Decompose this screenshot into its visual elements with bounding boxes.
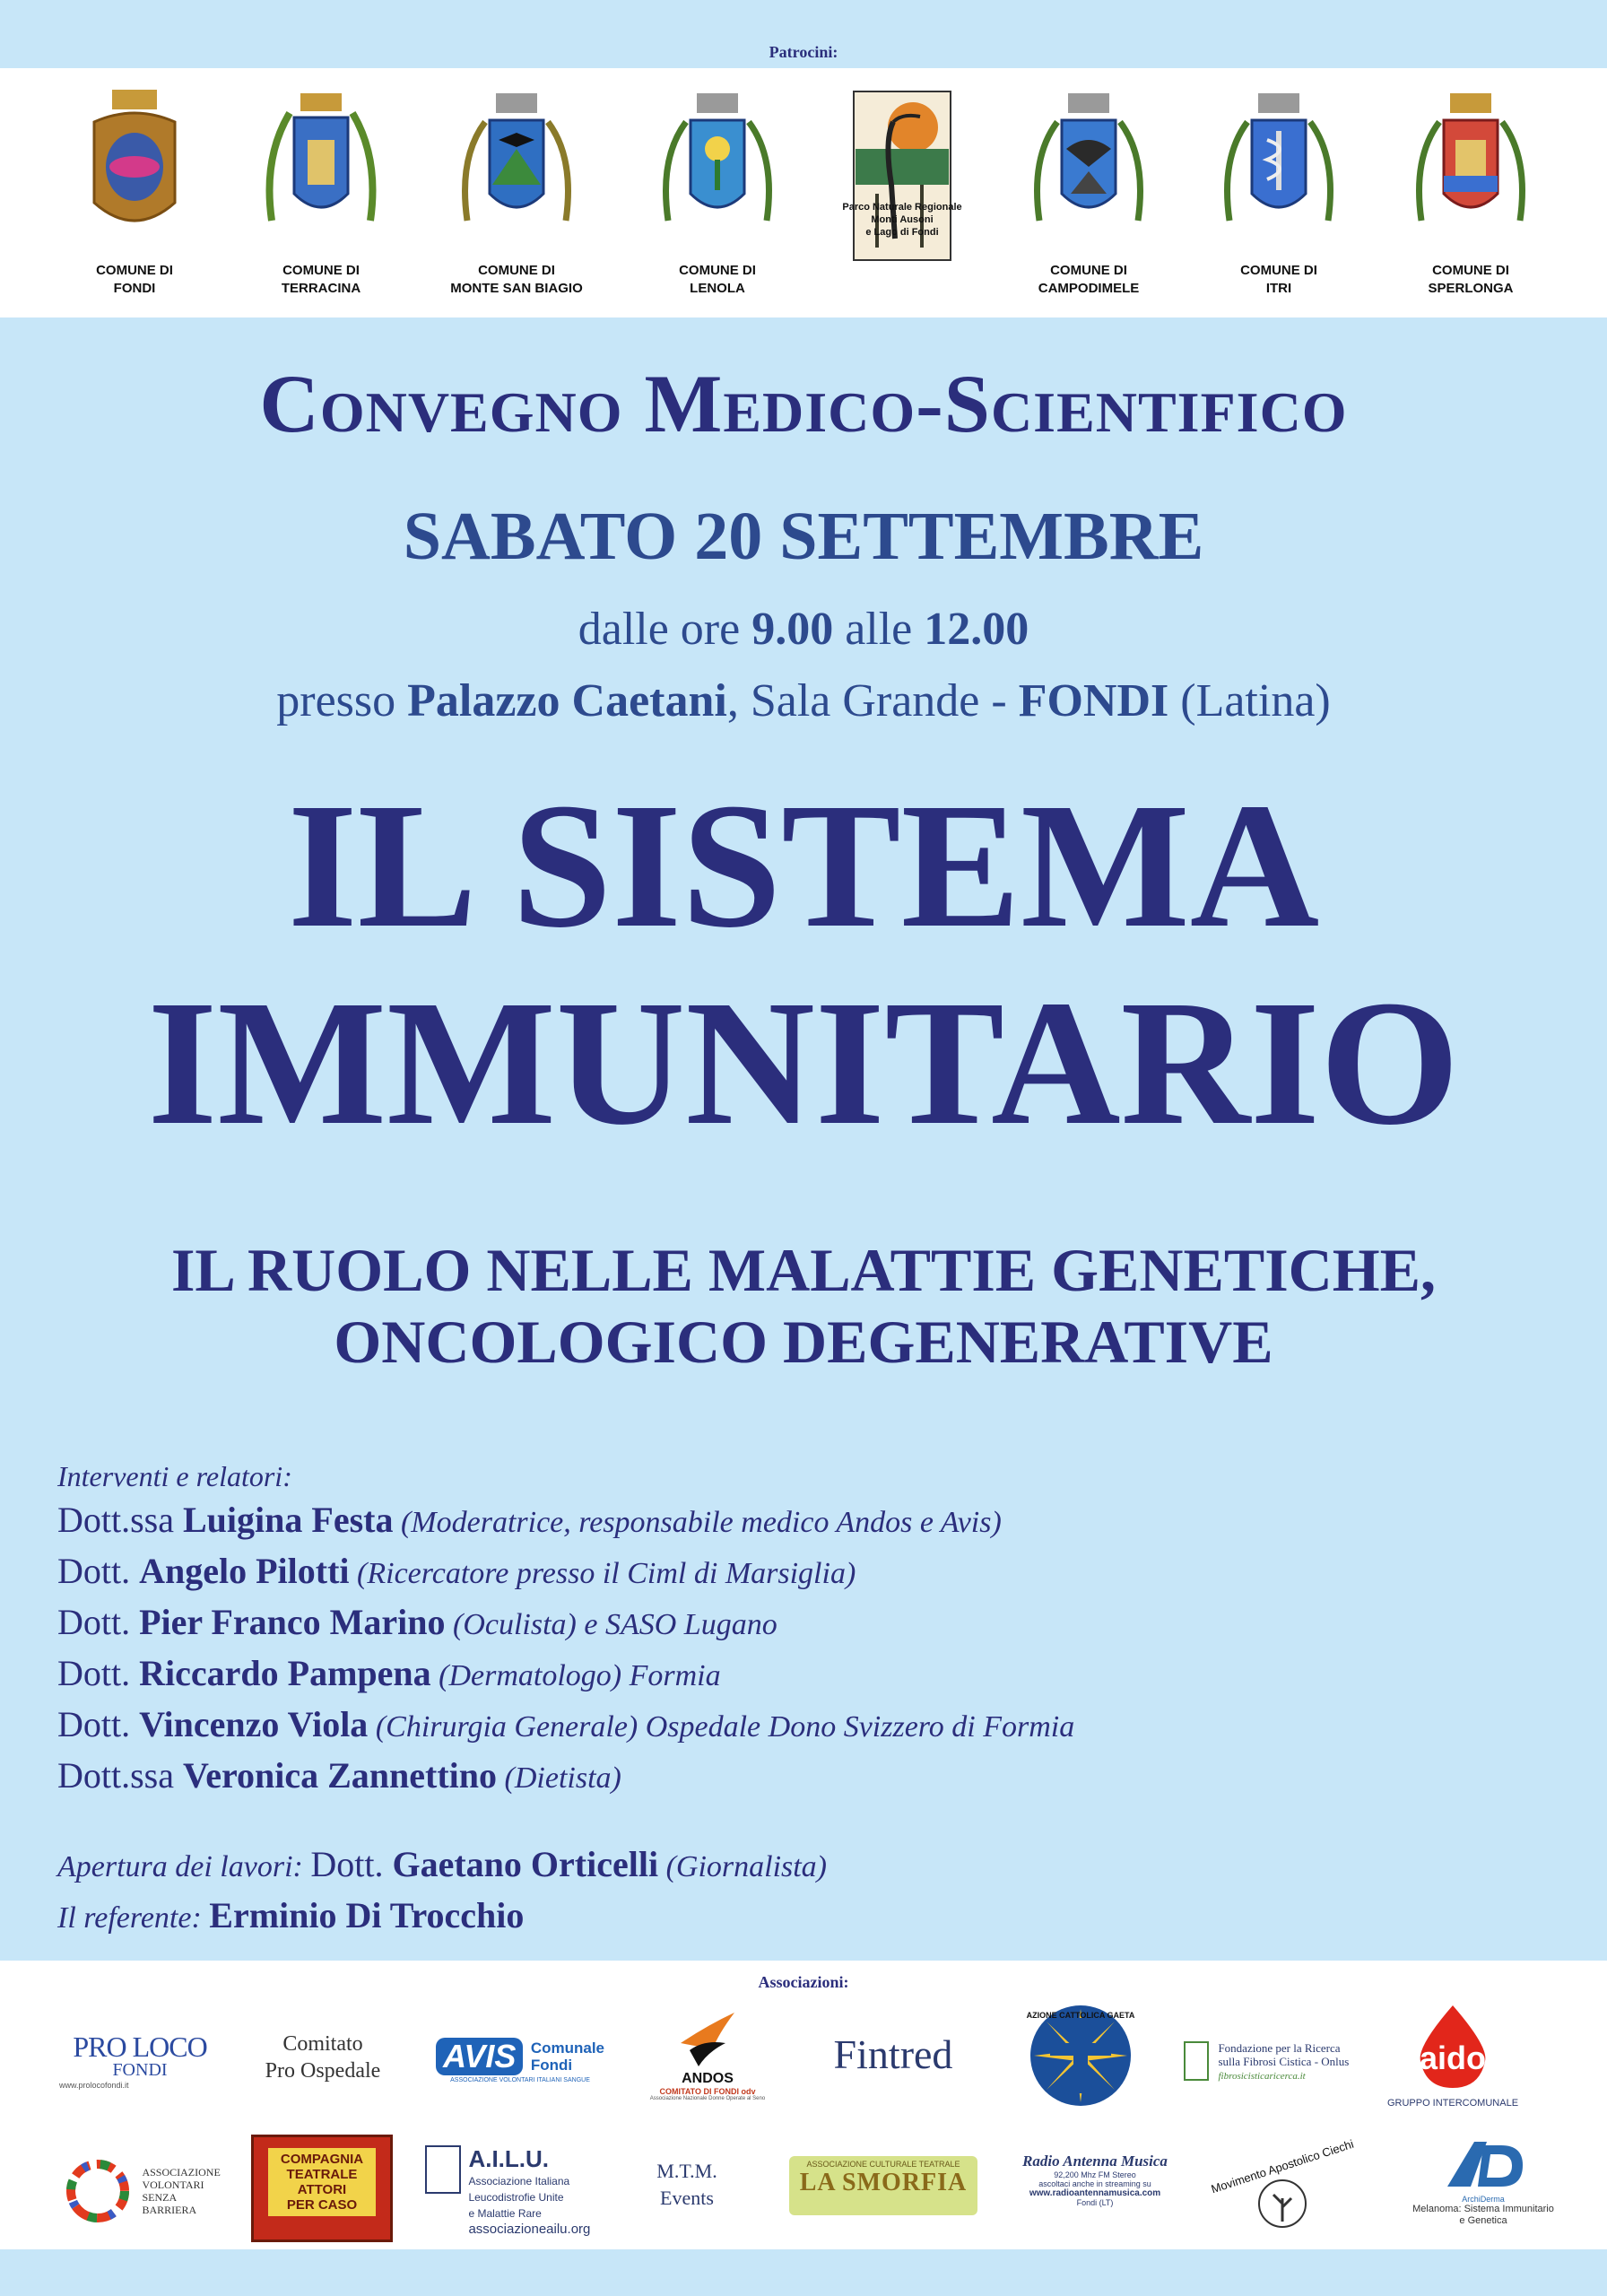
proloco-city: FONDI — [112, 2060, 168, 2080]
crest-campodimele — [1008, 86, 1169, 298]
closing-section — [57, 1840, 1582, 1943]
speaker-title: Dott. — [57, 1602, 140, 1642]
speaker-note: (Ricercatore presso il Ciml di Marsiglia) — [349, 1557, 856, 1590]
ailu-logo — [425, 2145, 595, 2238]
sperlonga-crest-icon — [1403, 86, 1538, 257]
crest-lenola — [637, 86, 798, 298]
proloco-url: www.prolocofondi.it — [59, 2081, 129, 2090]
park-caption: Parco Naturale Regionale Monti Ausoni e Lago di Fondi — [842, 202, 962, 238]
andos-name: ANDOS — [682, 2071, 734, 2086]
headline-line-1: IL SISTEMA — [287, 767, 1320, 965]
movimento-text: Movimento Apostolico Ciechi — [1209, 2136, 1356, 2196]
archiderma-desc: Melanoma: Sistema Immunitario e Genetica — [1412, 2204, 1554, 2226]
patrocini-logos — [0, 68, 1607, 317]
avis-name: AVIS — [436, 2038, 523, 2075]
time-end: 12.00 — [924, 604, 1029, 655]
speaker-note: (Moderatrice, responsabile medico Andos e Avis) — [393, 1506, 1002, 1539]
smorfia-logo — [789, 2156, 977, 2215]
fondazione-logo — [1184, 2041, 1363, 2083]
ailu-url: associazioneailu.org — [468, 2222, 591, 2237]
heron-park-logo-icon — [848, 86, 956, 265]
radio-url: www.radioantennamusica.com — [1029, 2188, 1161, 2198]
event-place — [0, 674, 1607, 728]
proloco-logo — [59, 2031, 221, 2090]
opening-title: Dott. — [310, 1844, 393, 1884]
patrocini-label: Patrocini: — [769, 43, 838, 61]
ailu-desc: Associazione Italiana Leucodistrofie Unite e Malattie Rare — [468, 2175, 570, 2220]
radio-logo — [1010, 2152, 1180, 2207]
speaker-row — [57, 1496, 1582, 1547]
aido-sub: GRUPPO INTERCOMUNALE — [1386, 2098, 1519, 2109]
andos-sub: COMITATO DI FONDI odv — [659, 2087, 756, 2096]
compagnia-logo — [251, 2135, 393, 2242]
top-band — [0, 0, 1607, 68]
azione-cattolica-logo — [1022, 2002, 1139, 2114]
archiderma-logo — [1403, 2136, 1564, 2227]
lenola-crest-icon — [650, 86, 785, 257]
swallow-icon — [672, 2007, 743, 2072]
place-venue: Palazzo Caetani — [407, 675, 727, 726]
speaker-title: Dott. — [57, 1653, 140, 1693]
ad-monogram-icon — [1438, 2136, 1528, 2190]
time-prefix: dalle ore — [578, 604, 752, 655]
crest-caption: COMUNE DI CAMPODIMELE — [1038, 263, 1140, 296]
speaker-row — [57, 1547, 1582, 1598]
mtm-logo: M.T.M. Events — [656, 2160, 717, 2209]
crest-itri — [1198, 86, 1359, 298]
andos-logo — [649, 2007, 766, 2101]
headline — [0, 768, 1607, 1162]
place-city: FONDI — [1018, 675, 1169, 726]
avsb-logo — [57, 2151, 237, 2231]
crest-fondi — [54, 86, 215, 298]
crest-caption: COMUNE DI LENOLA — [679, 263, 756, 296]
fondazione-line1: Fondazione per la Ricerca — [1218, 2041, 1341, 2055]
speaker-name: Angelo Pilotti — [139, 1551, 350, 1591]
speakers-section — [57, 1457, 1582, 1803]
crest-monte-san-biagio — [436, 86, 597, 298]
crest-caption: COMUNE DI SPERLONGA — [1428, 263, 1514, 296]
speaker-name: Luigina Festa — [183, 1500, 394, 1540]
speaker-name: Veronica Zannettino — [183, 1755, 498, 1796]
event-time — [0, 603, 1607, 657]
speaker-note: (Dermatologo) Formia — [430, 1659, 721, 1692]
proloco-name: PRO LOCO — [73, 2031, 207, 2063]
speaker-note: (Chirurgia Generale) Ospedale Dono Svizzero di Formia — [368, 1710, 1075, 1744]
event-title: Convegno Medico-Scientifico — [259, 358, 1348, 449]
ailu-emblem-icon — [425, 2145, 461, 2194]
subtitle-line-1: IL RUOLO NELLE MALATTIE GENETICHE, — [170, 1236, 1437, 1304]
archiderma-name: ArchiDerma — [1462, 2195, 1505, 2204]
crest-caption: COMUNE DI ITRI — [1240, 263, 1317, 296]
aido-name: aido — [1419, 2039, 1486, 2076]
speaker-name: Vincenzo Viola — [139, 1704, 369, 1744]
speaker-title: Dott.ssa — [57, 1500, 183, 1540]
radio-name: Radio Antenna Musica — [1022, 2152, 1168, 2170]
speaker-note: (Dietista) — [497, 1761, 621, 1795]
comitato-logo: Comitato Pro Ospedale — [265, 2032, 381, 2083]
speaker-name: Pier Franco Marino — [139, 1602, 446, 1642]
associazioni-band — [0, 1961, 1607, 2249]
ailu-name: A.I.L.U. — [468, 2145, 550, 2172]
place-prefix: presso — [276, 675, 408, 726]
speaker-title: Dott. — [57, 1551, 140, 1591]
opening-note: (Giornalista) — [658, 1850, 828, 1883]
speaker-title: Dott.ssa — [57, 1755, 183, 1796]
fondazione-url: fibrosicisticaricerca.it — [1218, 2071, 1306, 2082]
speaker-row — [57, 1649, 1582, 1700]
avis-logo — [421, 2038, 619, 2083]
ffc-emblem-icon — [1184, 2041, 1209, 2081]
speaker-row — [57, 1700, 1582, 1752]
movimento-logo — [1202, 2136, 1363, 2235]
time-mid: alle — [833, 604, 925, 655]
crest-sperlonga — [1390, 86, 1551, 298]
radio-freq: 92,200 Mhz FM Stereo — [1054, 2170, 1136, 2179]
crest-caption: COMUNE DI MONTE SAN BIAGIO — [450, 263, 583, 296]
subtitle-line-2: ONCOLOGICO DEGENERATIVE — [334, 1308, 1273, 1376]
campodimele-crest-icon — [1021, 86, 1156, 257]
bottom-band — [0, 2249, 1607, 2296]
azione-cattolica-text: AZIONE CATTOLICA GAETA — [1026, 2011, 1135, 2020]
associazioni-label: Associazioni: — [758, 1973, 849, 1991]
headline-line-2: IMMUNITARIO — [147, 964, 1460, 1162]
time-start: 9.00 — [751, 604, 834, 655]
tree-icon — [1255, 2177, 1309, 2231]
smorfia-small: ASSOCIAZIONE CULTURALE TEATRALE — [806, 2160, 960, 2169]
opening-label: Apertura dei lavori: — [57, 1850, 311, 1883]
itri-crest-icon — [1212, 86, 1346, 257]
avsb-text: ASSOCIAZIONE VOLONTARI SENZA BARRIERA — [142, 2166, 221, 2216]
referent-label: Il referente: — [57, 1901, 210, 1935]
place-room: , Sala Grande - — [726, 675, 1019, 726]
park-logo — [821, 86, 983, 239]
fintred-logo: Fintred — [833, 2031, 953, 2077]
speaker-title: Dott. — [57, 1704, 140, 1744]
andos-tag: Associazione Nazionale Donne Operate al Seno — [649, 2096, 766, 2101]
speaker-row — [57, 1752, 1582, 1803]
crest-caption: COMUNE DI FONDI — [96, 263, 173, 296]
terracina-crest-icon — [254, 86, 388, 257]
referent-row — [57, 1892, 1582, 1943]
smorfia-name: LA SMORFIA — [799, 2169, 968, 2196]
fondazione-line2: sulla Fibrosi Cistica - Onlus — [1218, 2055, 1350, 2068]
volunteer-circle-icon — [57, 2151, 138, 2231]
radio-line: ascoltaci anche in streaming su — [1038, 2179, 1151, 2188]
fondi-crest-icon — [67, 86, 202, 257]
speaker-row — [57, 1598, 1582, 1649]
aido-logo — [1363, 2002, 1542, 2109]
compagnia-text: COMPAGNIA TEATRALE ATTORI PER CASO — [268, 2148, 376, 2216]
monte-san-biagio-crest-icon — [449, 86, 584, 257]
subtitle — [0, 1234, 1607, 1378]
opening-row — [57, 1840, 1582, 1892]
speaker-name: Riccardo Pampena — [139, 1653, 431, 1693]
avis-sub1: Comunale — [530, 2039, 604, 2057]
avis-sub2: Fondi — [530, 2057, 573, 2074]
radio-city: Fondi (LT) — [1076, 2198, 1114, 2207]
event-date: SABATO 20 SETTEMBRE — [403, 499, 1204, 574]
avis-tag: ASSOCIAZIONE VOLONTARI ITALIANI SANGUE — [450, 2077, 590, 2083]
opening-name: Gaetano Orticelli — [392, 1844, 659, 1884]
speakers-intro: Interventi e relatori: — [57, 1460, 292, 1492]
crest-caption: COMUNE DI TERRACINA — [281, 263, 361, 296]
place-region: (Latina) — [1168, 675, 1331, 726]
crest-terracina — [240, 86, 402, 298]
speaker-note: (Oculista) e SASO Lugano — [445, 1608, 777, 1641]
referent-name: Erminio Di Trocchio — [209, 1895, 525, 1935]
